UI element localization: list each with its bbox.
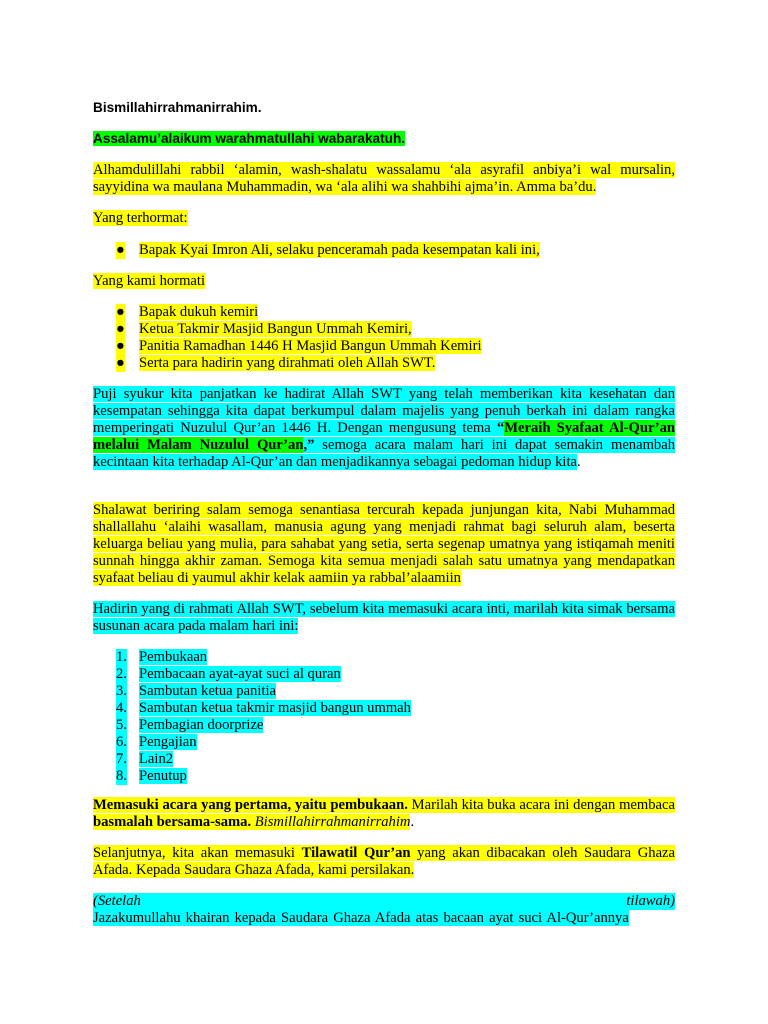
agenda-intro-text: Hadirin yang di rahmati Allah SWT, sebelum kita memasuki acara inti, marilah kita simak bersama susunan acara pada malam hari ini: xyxy=(93,601,675,634)
gratitude-text-after: semoga acara malam hari ini dapat semakin menambah kecintaan kita terhadap Al-Qur’an dan menjadikannya sebagai pedoman hidup kita xyxy=(93,437,676,470)
agenda-list xyxy=(93,649,675,785)
salam-text: Assalamu’alaikum warahmatullahi wabarakatuh. xyxy=(93,131,406,146)
agenda-text: Sambutan ketua panitia xyxy=(139,683,276,699)
opening-event-basmalah-bold: basmalah bersama-sama. xyxy=(93,814,252,830)
respected-list-item xyxy=(93,355,675,372)
after-tilawah-line xyxy=(93,893,675,910)
bullet-marker: ● xyxy=(116,304,125,320)
after-tilawah-text: Jazakumullahu khairan kepada Saudara Ghaza Afada atas bacaan ayat suci Al-Qur’annya xyxy=(93,910,629,926)
agenda-item xyxy=(93,700,675,717)
gratitude-text-before: Puji syukur kita panjatkan ke hadirat Allah SWT yang telah memberikan kita kesehatan dan kesempatan sehingga kita dapat berkumpul dalam majelis yang penuh berkah ini dalam rangka memperingati Nuzulul Qur’an 1446 H. Dengan mengusung tema xyxy=(93,386,675,436)
respected-list xyxy=(93,304,675,372)
after-tilawah-word-2: tilawah) xyxy=(626,893,675,909)
agenda-number: 8. xyxy=(116,768,127,784)
agenda-number: 7. xyxy=(116,751,127,767)
bullet-marker: ● xyxy=(116,355,125,371)
agenda-number: 2. xyxy=(116,666,127,682)
agenda-item xyxy=(93,734,675,751)
theme-quote-open: “ xyxy=(496,420,505,436)
agenda-text: Sambutan ketua takmir masjid bangun ummah xyxy=(139,700,411,716)
respected-item-text: Serta para hadirin yang dirahmati oleh Allah SWT. xyxy=(139,355,436,371)
theme-quote-close: ,” xyxy=(303,437,315,453)
bullet-marker: ● xyxy=(116,321,125,337)
tilawah-text-1: Selanjutnya, kita akan memasuki xyxy=(93,845,302,861)
agenda-text: Pembagian doorprize xyxy=(139,717,264,733)
respected-item-text: Bapak dukuh kemiri xyxy=(139,304,259,320)
opening-event-text: Marilah kita buka acara ini dengan membaca xyxy=(407,797,675,813)
bullet-marker: ● xyxy=(116,338,125,354)
agenda-item xyxy=(93,666,675,683)
respected-list-item xyxy=(93,304,675,321)
theme-title: Meraih Syafaat Al-Qur’an melalui Malam Nuzulul Qur’an xyxy=(93,420,675,453)
honored-list-item xyxy=(93,242,675,259)
opening-event-period: . xyxy=(410,814,415,830)
opening-event-basmalah-italic: Bismillahirrahmanirrahim xyxy=(254,814,411,830)
agenda-text: Penutup xyxy=(139,768,187,784)
agenda-item xyxy=(93,649,675,666)
tilawah-bold: Tilawatil Qur’an xyxy=(301,845,411,861)
agenda-item xyxy=(93,751,675,768)
agenda-item xyxy=(93,717,675,734)
honored-list xyxy=(93,242,675,259)
respected-heading xyxy=(93,273,675,290)
basmalah-line xyxy=(93,99,675,116)
tilawah-text-2: yang akan dibacakan oleh Saudara Ghaza Afada. Kepada Saudara Ghaza Afada, kami persilakan. xyxy=(93,845,675,878)
honored-item-text: Bapak Kyai Imron Ali, selaku penceramah pada kesempatan kali ini, xyxy=(139,242,540,258)
honored-heading xyxy=(93,210,675,227)
respected-list-item xyxy=(93,321,675,338)
agenda-number: 3. xyxy=(116,683,127,699)
agenda-text: Pengajian xyxy=(139,734,197,750)
agenda-text: Pembacaan ayat-ayat suci al quran xyxy=(139,666,341,682)
agenda-item xyxy=(93,768,675,785)
after-tilawah-body xyxy=(93,910,675,927)
respected-item-text: Panitia Ramadhan 1446 H Masjid Bangun Ummah Kemiri xyxy=(139,338,482,354)
respected-heading-text: Yang kami hormati xyxy=(93,273,206,289)
agenda-item xyxy=(93,683,675,700)
shalawat-paragraph xyxy=(93,502,675,587)
agenda-number: 4. xyxy=(116,700,127,716)
salam-line xyxy=(93,130,675,147)
respected-list-item xyxy=(93,338,675,355)
hamdalah-text: Alhamdulillahi rabbil ‘alamin, wash-shalatu wassalamu ‘ala asyrafil anbiya’i wal mursalin, sayyidina wa maulana Muhammadin, wa ‘ala alihi wa shahbihi ajma’in. Amma ba’du. xyxy=(93,162,675,195)
bullet-marker: ● xyxy=(116,242,125,258)
agenda-text: Lain2 xyxy=(139,751,174,767)
agenda-number: 1. xyxy=(116,649,127,665)
agenda-number: 5. xyxy=(116,717,127,733)
tilawah-paragraph xyxy=(93,845,675,879)
agenda-number: 6. xyxy=(116,734,127,750)
shalawat-text: Shalawat beriring salam semoga senantiasa tercurah kepada junjungan kita, Nabi Muhammad shallallahu ‘alaihi wasallam, manusia agung yang menjadi rahmat bagi seluruh alam, beserta keluarga beliau yang mulia, para sahabat yang setia, serta segenap umatnya yang istiqamah meniti sunnah hingga akhir zaman. Semoga kita semua menjadi salah satu umatnya yang mendapatkan syafaat beliau di yaumul akhir kelak aamiin ya rabbal’alaamiin xyxy=(93,502,675,586)
after-tilawah-word-1: (Setelah xyxy=(93,893,141,909)
opening-event-lead: Memasuki acara yang pertama, yaitu pembukaan. xyxy=(93,797,408,813)
opening-event-paragraph xyxy=(93,797,675,831)
agenda-intro-paragraph xyxy=(93,601,675,635)
honored-heading-text: Yang terhormat: xyxy=(93,210,188,226)
basmalah-text: Bismillahirrahmanirrahim. xyxy=(93,100,262,115)
hamdalah-paragraph xyxy=(93,162,675,196)
gratitude-period: . xyxy=(577,454,581,470)
agenda-text: Pembukaan xyxy=(139,649,208,665)
after-tilawah-paragraph xyxy=(93,893,675,927)
gratitude-paragraph xyxy=(93,386,675,471)
respected-item-text: Ketua Takmir Masjid Bangun Ummah Kemiri, xyxy=(139,321,412,337)
